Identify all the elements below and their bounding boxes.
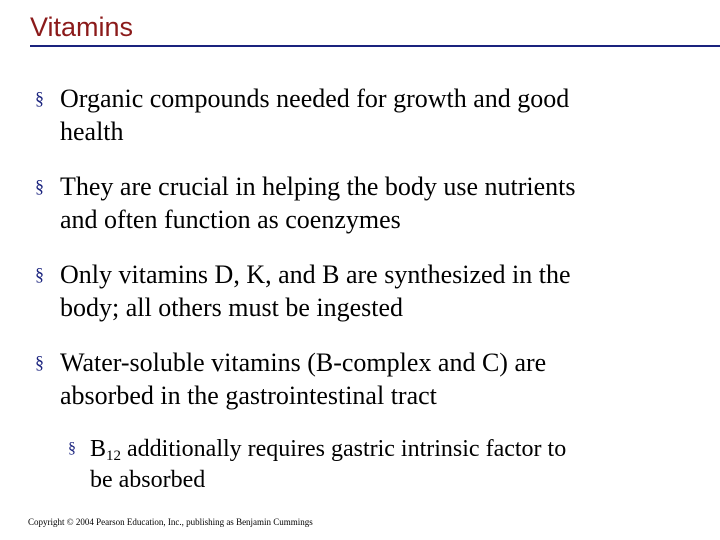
bullet-3-line-2: body; all others must be ingested [60, 293, 404, 322]
bullet-1-line-2: health [60, 117, 124, 146]
copyright-footer: Copyright © 2004 Pearson Education, Inc., publishing as Benjamin Cummings [28, 517, 313, 527]
bullet-text-2 [60, 170, 576, 236]
vitamin-b-subscript: 12 [106, 448, 122, 464]
bullet-marker-icon: § [35, 88, 44, 108]
sub-bullet-marker-icon: § [68, 440, 76, 457]
bullet-1-line-1: Organic compounds needed for growth and good [60, 84, 570, 113]
slide-title: Vitamins [30, 12, 134, 42]
sub-bullet-text [90, 434, 566, 496]
bullet-3-line-1: Only vitamins D, K, and B are synthesized in the [60, 260, 571, 289]
bullet-text-1 [60, 82, 569, 148]
bullet-2-line-2: and often function as coenzymes [60, 205, 401, 234]
sub-bullet-line-1-rest: additionally requires gastric intrinsic factor to [121, 436, 567, 462]
bullet-text-4 [60, 346, 546, 412]
sub-bullet-line-1 [90, 434, 566, 465]
bullet-text-3 [60, 258, 571, 324]
sub-bullet-line-2: be absorbed [90, 467, 206, 493]
bullet-2-line-1: They are crucial in helping the body use nutrients [60, 172, 576, 201]
title-divider [30, 45, 720, 47]
vitamin-b-letter: B [90, 436, 107, 462]
bullet-marker-icon: § [35, 176, 44, 196]
bullet-4-line-1: Water-soluble vitamins (B-complex and C) are [60, 348, 547, 377]
bullet-marker-icon: § [35, 352, 44, 372]
bullet-4-line-2: absorbed in the gastrointestinal tract [60, 381, 437, 410]
bullet-marker-icon: § [35, 264, 44, 284]
